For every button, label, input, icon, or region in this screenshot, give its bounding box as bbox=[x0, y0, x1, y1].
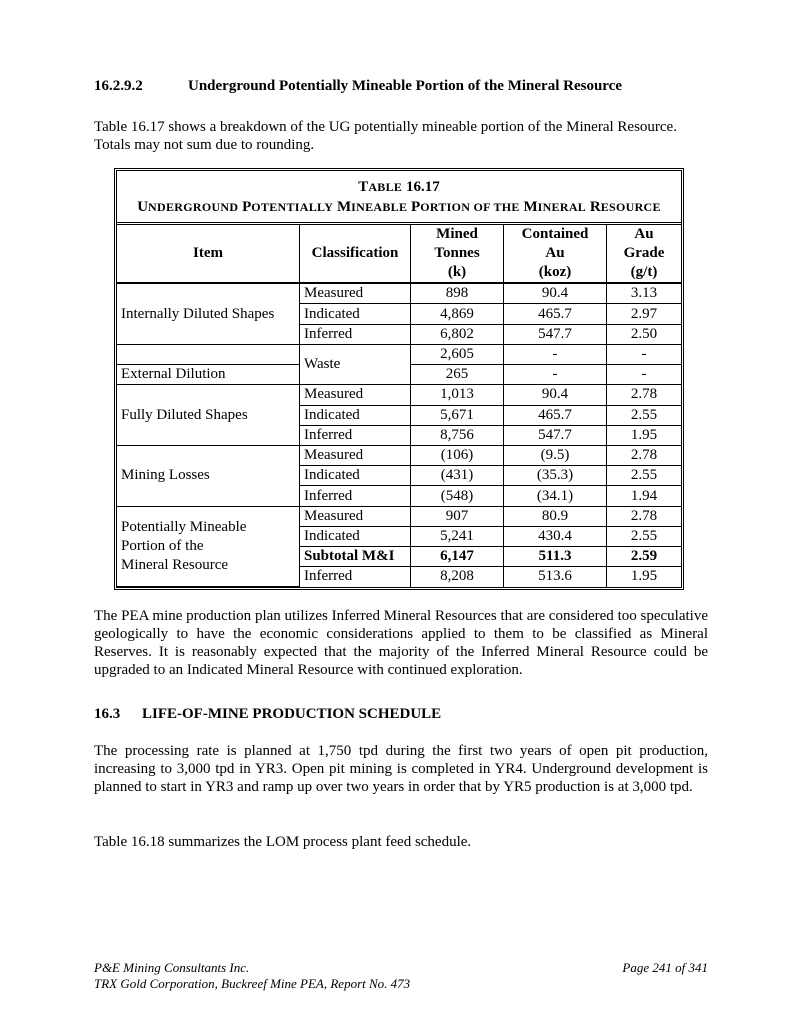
table-row bbox=[117, 445, 681, 465]
cell-tonnes: 5,671 bbox=[411, 405, 504, 425]
cell-class: Measured bbox=[300, 445, 411, 465]
table-reference-paragraph: Table 16.18 summarizes the LOM process plant feed schedule. bbox=[94, 834, 472, 850]
cell-class: Subtotal M&I bbox=[300, 547, 411, 567]
group-pm-l3: Mineral Resource bbox=[121, 556, 229, 573]
cell-contained: (9.5) bbox=[504, 445, 607, 465]
cell-grade: 2.78 bbox=[607, 385, 682, 405]
section-title: Underground Potentially Mineable Portion of the Mineral Resource bbox=[188, 78, 622, 94]
cell-grade: 2.59 bbox=[607, 547, 682, 567]
cell-grade: - bbox=[607, 344, 682, 364]
footer-report: TRX Gold Corporation, Buckreef Mine PEA, Report No. 473 bbox=[94, 976, 411, 991]
cell-grade: 1.95 bbox=[607, 425, 682, 445]
table-row bbox=[117, 283, 681, 304]
cell-contained: 90.4 bbox=[504, 385, 607, 405]
cell-class: Inferred bbox=[300, 567, 411, 587]
group-pm-l1: Potentially Mineable bbox=[121, 518, 247, 535]
table-caption: UNDERGROUND POTENTIALLY MINEABLE PORTION OF THE MINERAL RESOURCE bbox=[137, 199, 661, 216]
cell-tonnes: 2,605 bbox=[411, 344, 504, 364]
cell-contained: 513.6 bbox=[504, 567, 607, 587]
resource-table bbox=[117, 171, 681, 587]
cell-grade: 2.55 bbox=[607, 466, 682, 486]
cell-class: Measured bbox=[300, 283, 411, 304]
cell-tonnes: 6,147 bbox=[411, 547, 504, 567]
footer-page-number: Page 241 of 341 bbox=[622, 960, 708, 975]
cell-class: Measured bbox=[300, 506, 411, 526]
section2-title: LIFE-OF-MINE PRODUCTION SCHEDULE bbox=[142, 706, 442, 722]
cell-class: Indicated bbox=[300, 466, 411, 486]
cell-grade: 1.95 bbox=[607, 567, 682, 587]
cell-class: Inferred bbox=[300, 486, 411, 506]
table-row bbox=[117, 344, 681, 364]
cell-tonnes: (548) bbox=[411, 486, 504, 506]
header-tonnes-l1: Mined bbox=[436, 225, 478, 242]
resource-table-frame bbox=[114, 168, 684, 590]
header-item: Item bbox=[117, 223, 300, 283]
cell-grade: 2.55 bbox=[607, 405, 682, 425]
cell-class: Indicated bbox=[300, 304, 411, 324]
header-contained-l2: Au bbox=[545, 244, 565, 261]
cell-class: Measured bbox=[300, 385, 411, 405]
cell-contained: - bbox=[504, 365, 607, 385]
cell-contained: 465.7 bbox=[504, 405, 607, 425]
group-mining-losses: Mining Losses bbox=[117, 445, 300, 506]
header-grade-l3: (g/t) bbox=[630, 263, 658, 280]
group-empty bbox=[117, 344, 300, 364]
cell-class: Inferred bbox=[300, 425, 411, 445]
header-tonnes-l2: Tonnes bbox=[434, 244, 480, 261]
cell-grade: 1.94 bbox=[607, 486, 682, 506]
table-row bbox=[117, 385, 681, 405]
cell-contained: 547.7 bbox=[504, 425, 607, 445]
cell-class: Indicated bbox=[300, 405, 411, 425]
cell-grade: - bbox=[607, 365, 682, 385]
table-title bbox=[117, 171, 681, 223]
processing-rate-paragraph: The processing rate is planned at 1,750 tpd during the first two years of open pit production, increasing to 3,000 tpd in YR3. Open pit mining is completed in YR4. Underground development is planned to start in YR3 and ramp up over two years in order that by YR5 production is at 3,000 tpd. bbox=[94, 743, 708, 795]
cell-tonnes: 898 bbox=[411, 283, 504, 304]
section-number: 16.2.9.2 bbox=[94, 78, 143, 94]
header-tonnes-l3: (k) bbox=[447, 263, 467, 280]
cell-contained: 465.7 bbox=[504, 304, 607, 324]
cell-tonnes: 8,208 bbox=[411, 567, 504, 587]
cell-class: Inferred bbox=[300, 324, 411, 344]
section2-heading bbox=[94, 706, 441, 723]
cell-grade: 2.97 bbox=[607, 304, 682, 324]
cell-tonnes: 8,756 bbox=[411, 425, 504, 445]
header-grade-l2: Grade bbox=[623, 244, 665, 261]
header-contained-l1: Contained bbox=[521, 225, 589, 242]
cell-grade: 2.50 bbox=[607, 324, 682, 344]
cell-grade: 2.55 bbox=[607, 526, 682, 546]
cell-tonnes: 5,241 bbox=[411, 526, 504, 546]
cell-contained: 547.7 bbox=[504, 324, 607, 344]
cell-class: Indicated bbox=[300, 526, 411, 546]
cell-grade: 2.78 bbox=[607, 506, 682, 526]
pea-paragraph: The PEA mine production plan utilizes Inferred Mineral Resources that are considered too speculative geologically to have the economic considerations applied to them to be classified as Mineral Reserves. It is reasonably expected that the majority of the Inferred Mineral Resource could be upgraded to an Indicated Mineral Resource with continued exploration. bbox=[94, 608, 708, 678]
cell-waste: Waste bbox=[300, 344, 411, 384]
cell-grade: 3.13 bbox=[607, 283, 682, 304]
cell-tonnes: 265 bbox=[411, 365, 504, 385]
cell-contained: (34.1) bbox=[504, 486, 607, 506]
header-contained-l3: (koz) bbox=[538, 263, 572, 280]
cell-contained: 90.4 bbox=[504, 283, 607, 304]
cell-tonnes: (431) bbox=[411, 466, 504, 486]
table-row bbox=[117, 506, 681, 526]
header-classification: Classification bbox=[300, 223, 411, 283]
section2-number: 16.3 bbox=[94, 706, 121, 722]
cell-contained: (35.3) bbox=[504, 466, 607, 486]
header-grade-l1: Au bbox=[634, 225, 654, 242]
group-internally-diluted: Internally Diluted Shapes bbox=[117, 283, 300, 344]
header-tonnes bbox=[411, 223, 504, 283]
table-number: TABLE 16.17 bbox=[358, 179, 440, 196]
header-contained bbox=[504, 223, 607, 283]
footer-company: P&E Mining Consultants Inc. bbox=[94, 960, 250, 975]
group-fully-diluted: Fully Diluted Shapes bbox=[117, 385, 300, 446]
cell-tonnes: 4,869 bbox=[411, 304, 504, 324]
cell-grade: 2.78 bbox=[607, 445, 682, 465]
group-external-dilution: External Dilution bbox=[117, 365, 300, 385]
table-number-value: 16.17 bbox=[405, 179, 440, 196]
cell-contained: 80.9 bbox=[504, 506, 607, 526]
footer-line1 bbox=[94, 960, 708, 976]
cell-tonnes: 6,802 bbox=[411, 324, 504, 344]
cell-tonnes: (106) bbox=[411, 445, 504, 465]
group-potentially-mineable bbox=[117, 506, 300, 586]
cell-contained: 430.4 bbox=[504, 526, 607, 546]
cell-contained: - bbox=[504, 344, 607, 364]
intro-paragraph: Table 16.17 shows a breakdown of the UG potentially mineable portion of the Mineral Resource. Totals may not sum due to rounding. bbox=[94, 119, 677, 153]
group-pm-l2: Portion of the bbox=[121, 537, 204, 554]
header-grade bbox=[607, 223, 682, 283]
section-heading bbox=[94, 78, 622, 95]
cell-tonnes: 907 bbox=[411, 506, 504, 526]
cell-tonnes: 1,013 bbox=[411, 385, 504, 405]
cell-contained: 511.3 bbox=[504, 547, 607, 567]
